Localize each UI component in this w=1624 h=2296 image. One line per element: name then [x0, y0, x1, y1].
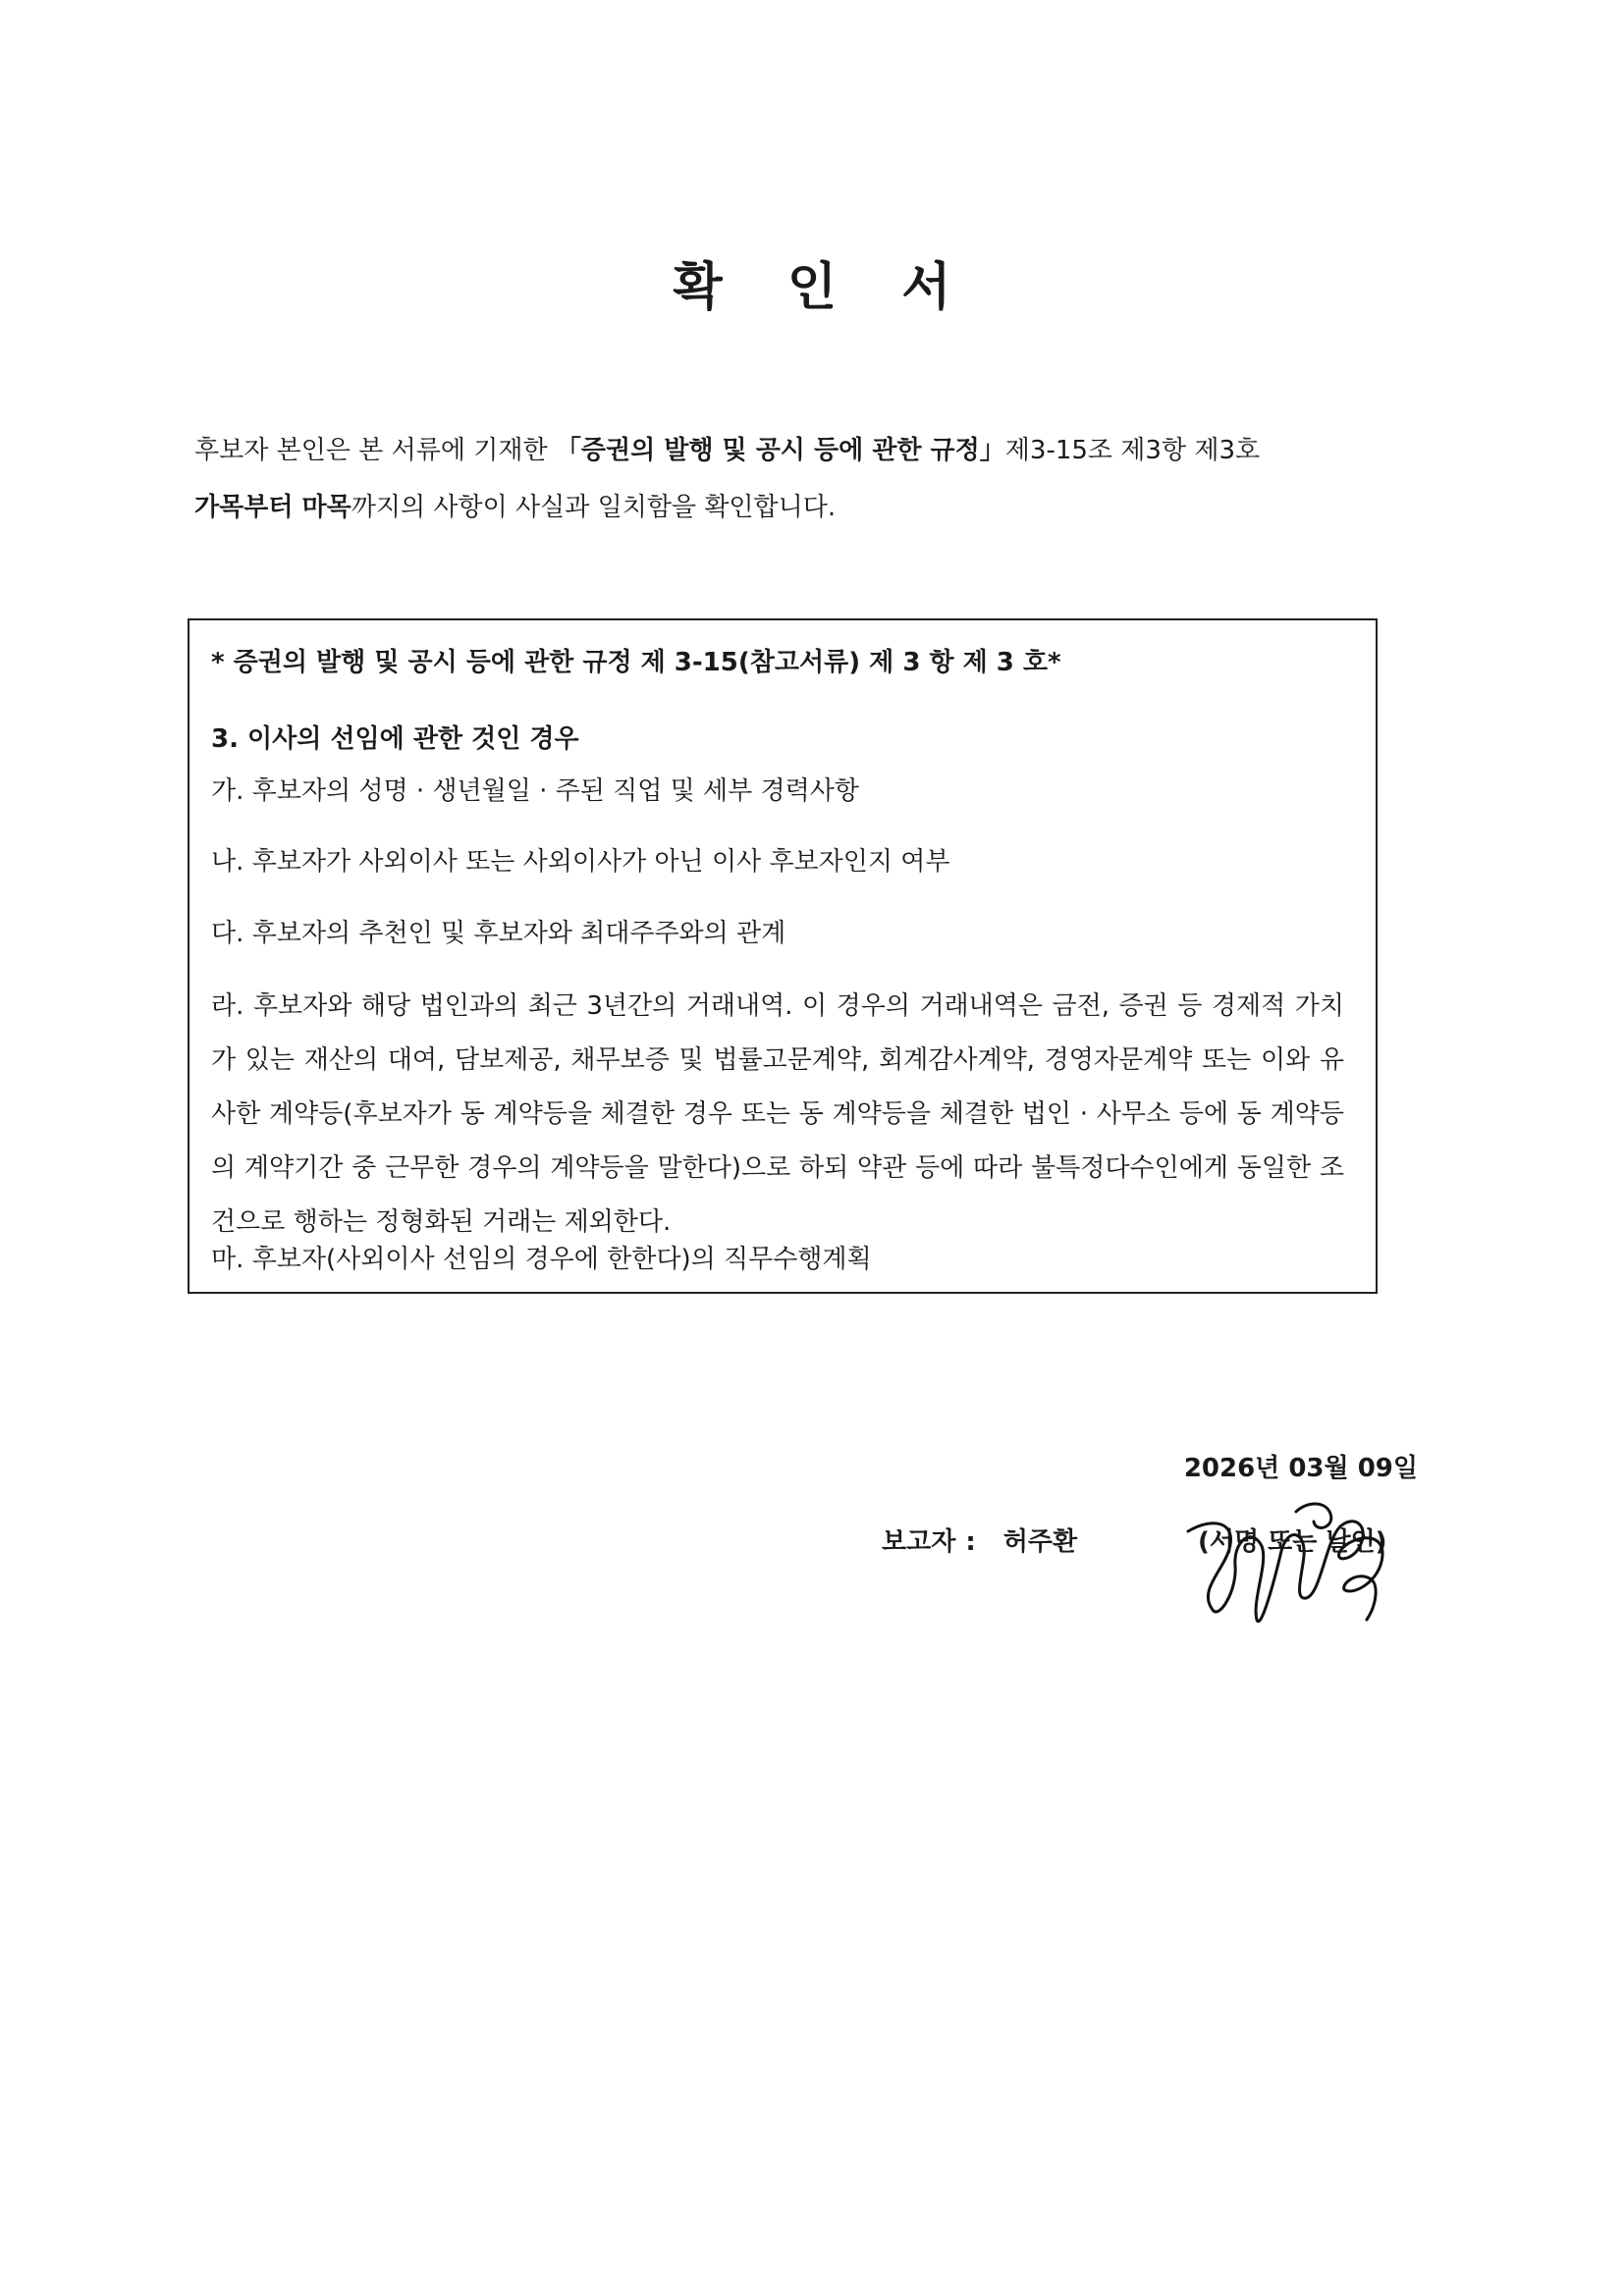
reference-item-ra: 라. 후보자와 해당 법인과의 최근 3년간의 거래내역. 이 경우의 거래내역은 금전, 증권 등 경제적 가치가 있는 재산의 대여, 담보제공, 채무보증 및 법률고문계약, 회계감사계약, 경영자문계약 또는 이와 유사한 계약등(후보자가 동 계약등을 체결한 경우 또는 동 계약등을 체결한 법인 · 사무소 등에 동 계약등의 계약기간 중 근무한 경우의 계약등을 말한다)으로 하되 약관 등에 따라 불특정다수인에게 동일한 조건으로 행하는 정형화된 거래는 제외한다. — [211, 991, 1344, 1237]
page-title: 확 인 서 — [673, 258, 975, 317]
reporter-colon: : — [965, 1527, 976, 1557]
reference-item-ma: 마. 후보자(사외이사 선임의 경우에 한한다)의 직무수행계획 — [211, 1245, 872, 1274]
signature-stroke-accent — [1296, 1504, 1331, 1527]
reference-item-ga: 가. 후보자의 성명 · 생년월일 · 주된 직업 및 세부 경력사항 — [211, 776, 859, 806]
handwritten-signature — [1159, 1472, 1414, 1649]
report-date: 2026년 03월 09일 — [1183, 1454, 1418, 1483]
regulation-reference-box — [188, 618, 1378, 1294]
reference-box-header: * 증권의 발행 및 공시 등에 관한 규정 제 3-15(참고서류) 제 3 항 제 3 호* — [211, 648, 1061, 677]
statement-regulation: 「증권의 발행 및 공시 등에 관한 규정」 — [555, 436, 1005, 465]
reference-item-da: 다. 후보자의 추천인 및 후보자와 최대주주와의 관계 — [211, 919, 786, 948]
confirmation-statement — [194, 422, 1427, 536]
statement-range: 가목부터 마목 — [194, 493, 352, 522]
statement-suffix: 까지의 사항이 사실과 일치함을 확인합니다. — [351, 493, 837, 522]
reference-item-na: 나. 후보자가 사외이사 또는 사외이사가 아닌 이사 후보자인지 여부 — [211, 847, 950, 877]
statement-prefix: 후보자 본인은 본 서류에 기재한 — [194, 436, 556, 465]
reporter-name: 허주환 — [1002, 1527, 1078, 1557]
reference-box-subheading: 3. 이사의 선임에 관한 것인 경우 — [211, 724, 579, 754]
reporter-line — [882, 1522, 1077, 1558]
statement-article: 제3-15조 제3항 제3호 — [1004, 436, 1261, 465]
reporter-label: 보고자 — [882, 1527, 956, 1557]
sign-or-seal-label: (서명 또는 날인) — [1198, 1527, 1387, 1557]
signature-stroke — [1188, 1522, 1382, 1622]
